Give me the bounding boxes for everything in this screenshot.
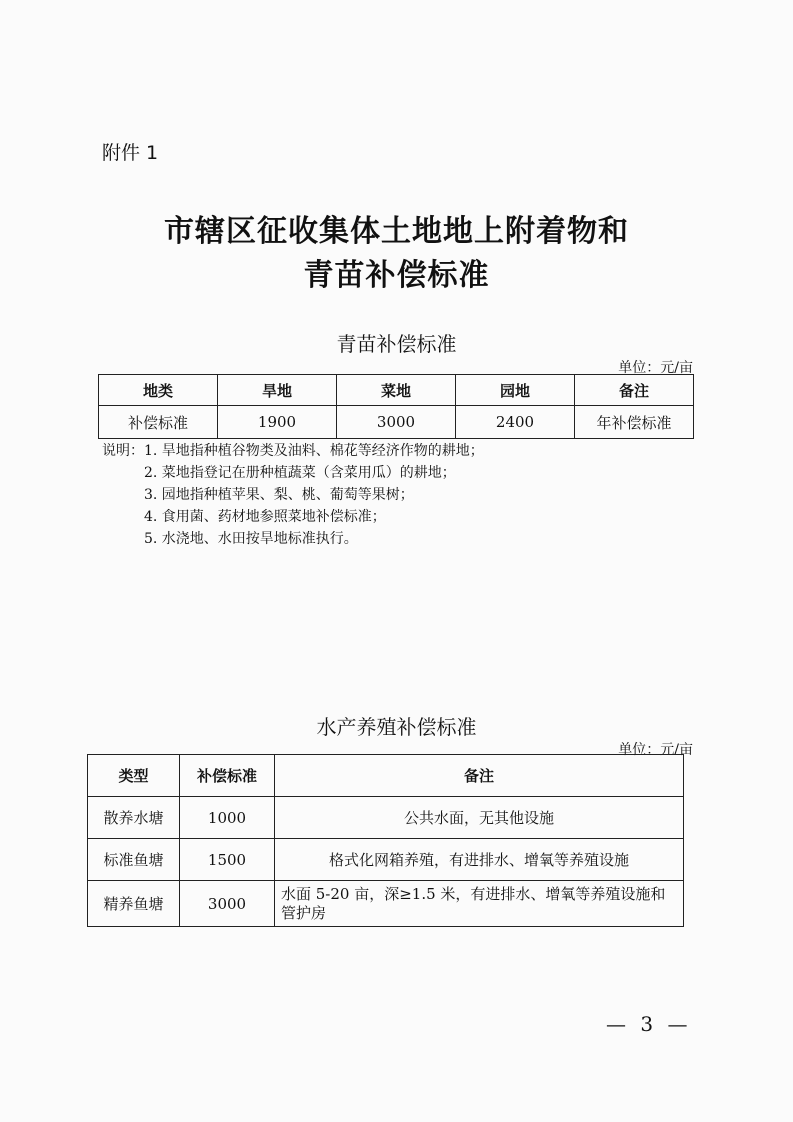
table-header-row — [88, 755, 684, 797]
table-cell: 3000 — [180, 881, 275, 927]
table-cell: 散养水塘 — [88, 797, 180, 839]
attachment-label: 附件 1 — [102, 142, 159, 164]
table-cell: 3000 — [337, 406, 456, 439]
table-row — [88, 881, 684, 927]
table-row — [99, 406, 694, 439]
table-header-cell: 旱地 — [218, 375, 337, 406]
table-cell: 格式化网箱养殖，有进排水、增氧等养殖设施 — [275, 839, 684, 881]
seedling-unit: 单位：元/亩 — [618, 360, 693, 376]
note-line: 4. 食用菌、药材地参照菜地补偿标准； — [144, 509, 386, 525]
table-cell: 水面 5-20 亩，深≥1.5 米，有进排水、增氧等养殖设施和管护房 — [275, 881, 684, 927]
table-cell: 补偿标准 — [99, 406, 218, 439]
seedling-section-heading: 青苗补偿标准 — [336, 332, 457, 356]
table-cell: 标准鱼塘 — [88, 839, 180, 881]
table-row — [88, 839, 684, 881]
table-header-cell: 类型 — [88, 755, 180, 797]
table-cell: 2400 — [456, 406, 575, 439]
table-cell: 年补偿标准 — [575, 406, 694, 439]
aquaculture-compensation-table — [87, 754, 684, 927]
table-header-cell: 补偿标准 — [180, 755, 275, 797]
table-cell: 精养鱼塘 — [88, 881, 180, 927]
table-cell: 1000 — [180, 797, 275, 839]
document-title-line1: 市辖区征收集体土地地上附着物和 — [164, 214, 629, 249]
document-title-line2: 青苗补偿标准 — [303, 258, 490, 293]
note-line: 2. 菜地指登记在册种植蔬菜（含菜用瓜）的耕地； — [144, 465, 456, 481]
table-header-cell: 地类 — [99, 375, 218, 406]
note-line: 5. 水浇地、水田按旱地标准执行。 — [144, 531, 358, 547]
table-header-cell: 备注 — [275, 755, 684, 797]
aquaculture-section-heading: 水产养殖补偿标准 — [316, 715, 477, 739]
aquaculture-unit: 单位：元/亩 — [618, 742, 693, 758]
page-number: — 3 — — [606, 1012, 692, 1036]
table-cell: 1500 — [180, 839, 275, 881]
note-line: 说明：1. 旱地指种植谷物类及油料、棉花等经济作物的耕地； — [102, 443, 484, 459]
seedling-compensation-table — [98, 374, 694, 439]
table-header-cell: 备注 — [575, 375, 694, 406]
table-header-row — [99, 375, 694, 406]
note-line: 3. 园地指种植苹果、梨、桃、葡萄等果树； — [144, 487, 414, 503]
table-row — [88, 797, 684, 839]
table-cell: 公共水面，无其他设施 — [275, 797, 684, 839]
table-cell: 1900 — [218, 406, 337, 439]
table-header-cell: 菜地 — [337, 375, 456, 406]
seedling-notes — [102, 440, 484, 550]
table-header-cell: 园地 — [456, 375, 575, 406]
